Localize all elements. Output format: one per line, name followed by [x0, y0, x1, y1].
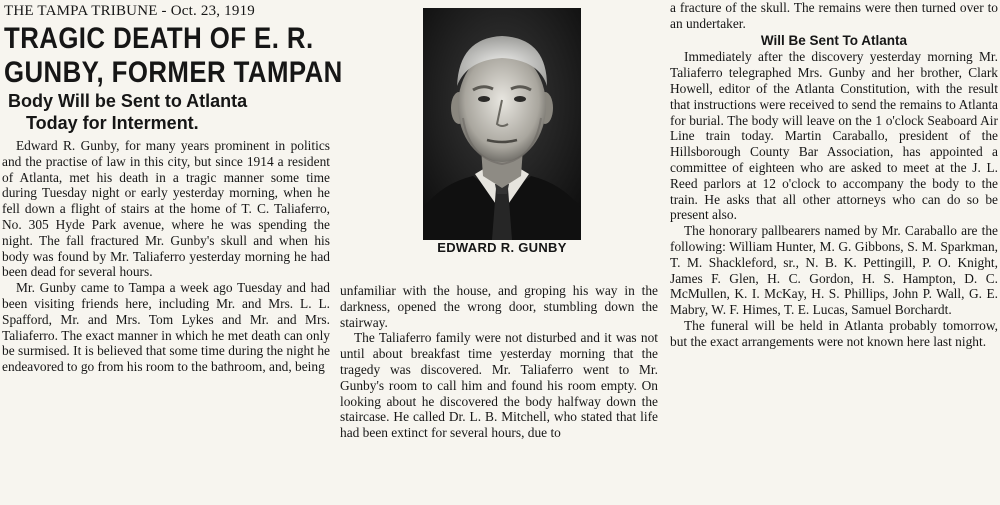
- subheadline-line-2: Today for Interment.: [26, 113, 199, 133]
- portrait-photo: [423, 8, 581, 240]
- column-1-body: [2, 138, 330, 375]
- paragraph: The funeral will be held in Atlanta probably tomorrow, but the exact arrangements were not known here last night.: [670, 317, 998, 349]
- column-3-body: [670, 0, 998, 350]
- paragraph: The Taliaferro family were not disturbed and it was not until about breakfast time yesterday morning that the tragedy was discovered. Mr. Taliaferro went to Mr. Gunby's room to call him and found his room empty. On looking about he discovered the body halfway down the staircase. He called Dr. L. B. Mitchell, who stated that life had been extinct for several hours, due to: [340, 330, 658, 441]
- paragraph: Edward R. Gunby, for many years prominent in politics and the practise of law in this city, but since 1914 a resident of Atlanta, met his death in a tragic manner some time during Tuesday night or early yesterday morning, when he fell down a flight of stairs at the home of T. C. Taliaferro, No. 305 Hyde Park avenue, where he was spending the night. The fall fractured Mr. Gunby's skull and when his body was found by Mr. Taliaferro yesterday morning he had been dead for several hours.: [2, 138, 330, 280]
- headline-line-2: GUNBY, FORMER TAMPAN: [4, 56, 343, 89]
- paragraph: Immediately after the discovery yesterday morning Mr. Taliaferro telegraphed Mrs. Gunby and her brother, Clark Howell, editor of the Atlanta Constitution, with the result that instructions were received to send the remains to Atlanta for burial. The body will leave on the 1 o'clock Seaboard Air Line train today. Martin Caraballo, president of the Hillsborough County Bar Association, has appointed a committee of eighteen who are asked to meet at the J. L. Reed parlors at 12 o'clock to accompany the body to the train. He asks that all other attorneys who can do so be present also.: [670, 49, 998, 223]
- subheadline-line-1: Body Will be Sent to Atlanta: [8, 91, 248, 111]
- column-2-body: [340, 283, 658, 441]
- paragraph: Mr. Gunby came to Tampa a week ago Tuesday and had been visiting friends here, including Mr. and Mrs. L. L. Spafford, Mr. and Mrs. Tom Lykes and Mr. and Mrs. Taliaferro. The exact manner in which he met death can only be surmised. It is believed that some time during the night he endeavored to go from his room to the bathroom, and, being: [2, 280, 330, 375]
- section-heading: Will Be Sent To Atlanta: [760, 32, 908, 48]
- headline-line-1: TRAGIC DEATH OF E. R.: [4, 22, 314, 55]
- paragraph: The honorary pallbearers named by Mr. Caraballo are the following: William Hunter, M. G. Gibbons, S. M. Sparkman, T. M. Shackleford, sr., N. B. K. Pettingill, P. O. Knight, James F. Glen, H. C. Gordon, H. S. Hampton, D. C. McMullen, K. I. McKay, H. S. Phillips, John P. Wall, G. E. Mabry, W. F. Himes, T. E. Lucas, Samuel Borchardt.: [670, 223, 998, 318]
- paragraph: unfamiliar with the house, and groping his way in the darkness, opened the wrong door, stumbling down the stairway.: [340, 283, 658, 330]
- newspaper-dateline: THE TAMPA TRIBUNE - Oct. 23, 1919: [4, 3, 255, 19]
- column-1: [2, 0, 343, 375]
- photo-caption: EDWARD R. GUNBY: [437, 240, 567, 255]
- paragraph: a fracture of the skull. The remains were then turned over to an undertaker.: [670, 0, 998, 31]
- headline: [4, 22, 343, 90]
- subheadline: [2, 90, 330, 134]
- portrait-illustration: [423, 8, 581, 240]
- column-3: [670, 0, 998, 350]
